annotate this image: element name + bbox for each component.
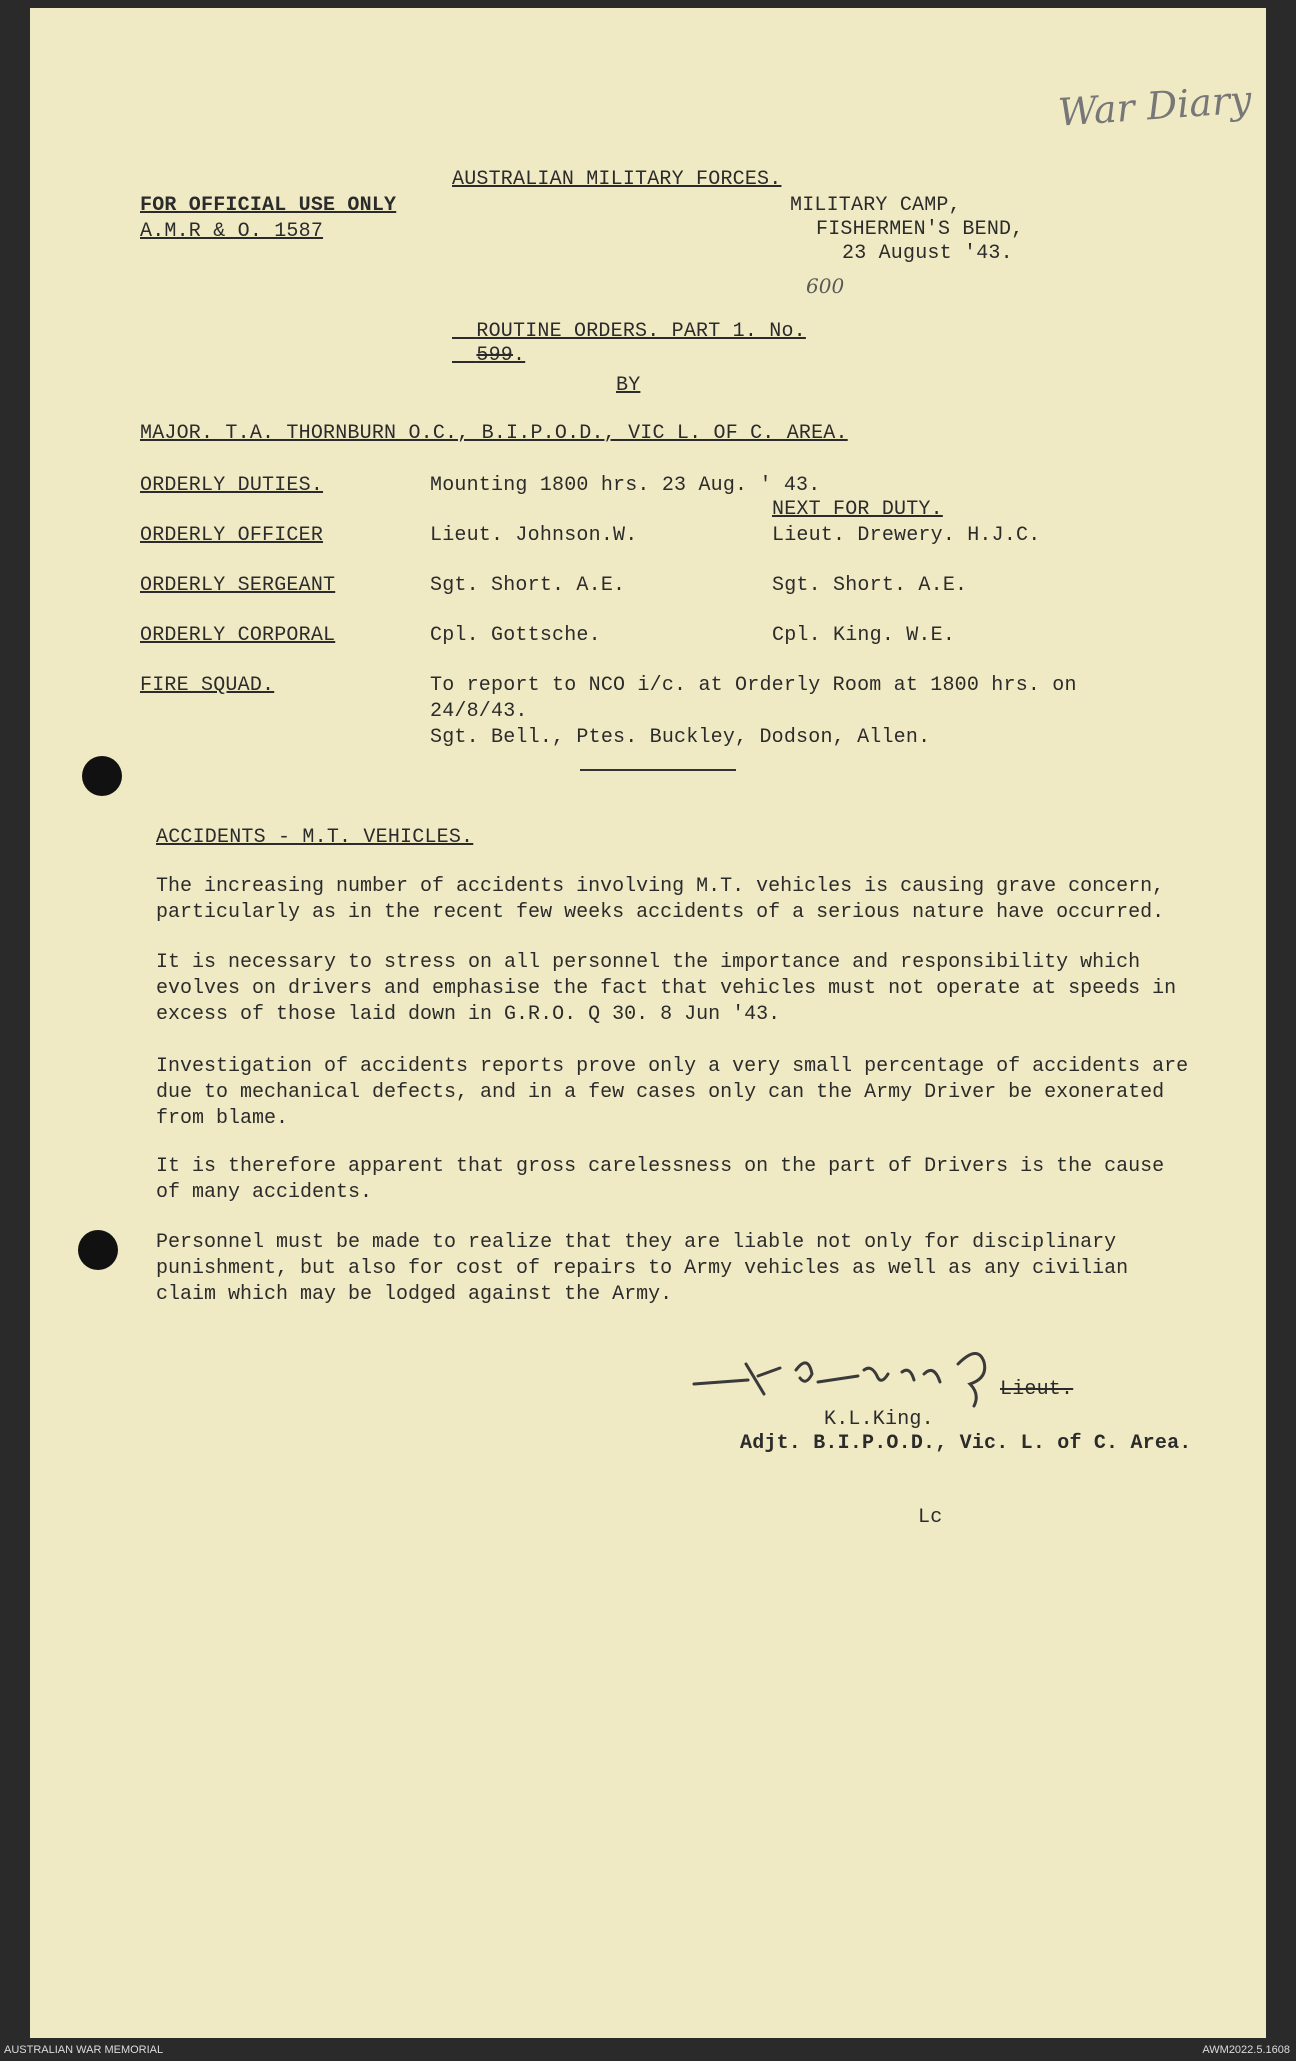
paragraph: It is therefore apparent that gross carelessness on the part of Drivers is the cause of many accidents. <box>156 1155 1165 1204</box>
signature-rank: Lieut. <box>1000 1378 1074 1401</box>
date: 23 August '43. <box>842 242 1013 265</box>
signatory-name: K.L.King. <box>824 1408 934 1431</box>
by-line: BY <box>616 374 641 397</box>
title-number-struck: 599 <box>476 344 514 367</box>
section-divider <box>580 769 736 771</box>
location-line1: MILITARY CAMP, <box>790 194 961 217</box>
fire-squad-line2: 24/8/43. <box>430 700 528 723</box>
punch-hole <box>82 756 122 796</box>
paragraph: Investigation of accidents reports prove only a very small percentage of accidents are due to mechanical defects, and in a few cases only can the Army Driver be exonerated from blame. <box>156 1055 1189 1130</box>
fire-squad-line3: Sgt. Bell., Ptes. Buckley, Dodson, Allen. <box>430 726 931 749</box>
document-title: ROUTINE ORDERS. PART 1. No. 599. <box>476 320 806 367</box>
fire-squad-label: FIRE SQUAD. <box>140 674 275 697</box>
initials: Lc <box>918 1506 943 1529</box>
location-line2: FISHERMEN'S BEND, <box>816 218 1024 241</box>
document-heading: AUSTRALIAN MILITARY FORCES. <box>452 168 782 191</box>
classification: FOR OFFICIAL USE ONLY <box>140 194 397 217</box>
orderly-sergeant-current: Sgt. Short. A.E. <box>430 574 626 597</box>
orderly-duties-value: Mounting 1800 hrs. 23 Aug. ' 43. <box>430 474 821 497</box>
next-for-duty-heading: NEXT FOR DUTY. <box>772 498 943 521</box>
orderly-officer-current: Lieut. Johnson.W. <box>430 524 638 547</box>
title-number-handwritten: 600 <box>806 274 845 298</box>
orderly-corporal-label: ORDERLY CORPORAL <box>140 624 336 647</box>
reference: A.M.R & O. 1587 <box>140 220 324 243</box>
orderly-sergeant-label: ORDERLY SERGEANT <box>140 574 336 597</box>
paragraph: Personnel must be made to realize that they are liable not only for disciplinary punishment, but also for cost of repairs to Army vehicles as well as any civilian claim which may be lodged against the Army. <box>156 1231 1129 1306</box>
fire-squad-line1: To report to NCO i/c. at Orderly Room at 1800 hrs. on <box>430 674 1077 697</box>
paragraph: It is necessary to stress on all personnel the importance and responsibility which evolves on drivers and emphasise the fact that vehicles must not operate at speeds in excess of those laid down in G.R.O. Q 30. 8 Jun '43. <box>156 951 1177 1026</box>
title-text: ROUTINE ORDERS. PART 1. No. <box>476 320 806 343</box>
handwritten-signature <box>688 1334 1088 1414</box>
section-title: ACCIDENTS - M.T. VEHICLES. <box>156 826 474 849</box>
punch-hole <box>78 1230 118 1270</box>
paragraph: The increasing number of accidents involving M.T. vehicles is causing grave concern, particularly as in the recent few weeks accidents of a serious nature have occurred. <box>156 875 1165 924</box>
orderly-duties-label: ORDERLY DUTIES. <box>140 474 324 497</box>
orderly-officer-next: Lieut. Drewery. H.J.C. <box>772 524 1041 547</box>
orderly-officer-label: ORDERLY OFFICER <box>140 524 324 547</box>
footer-left: AUSTRALIAN WAR MEMORIAL <box>4 2044 164 2056</box>
orderly-corporal-current: Cpl. Gottsche. <box>430 624 601 647</box>
war-diary-annotation: War Diary <box>1056 77 1253 135</box>
orderly-corporal-next: Cpl. King. W.E. <box>772 624 956 647</box>
signatory-title: Adjt. B.I.P.O.D., Vic. L. of C. Area. <box>740 1432 1192 1455</box>
footer-right: AWM2022.5.1608 <box>1202 2044 1290 2056</box>
authority-line: MAJOR. T.A. THORNBURN O.C., B.I.P.O.D., VIC L. OF C. AREA. <box>140 422 848 445</box>
orderly-sergeant-next: Sgt. Short. A.E. <box>772 574 968 597</box>
